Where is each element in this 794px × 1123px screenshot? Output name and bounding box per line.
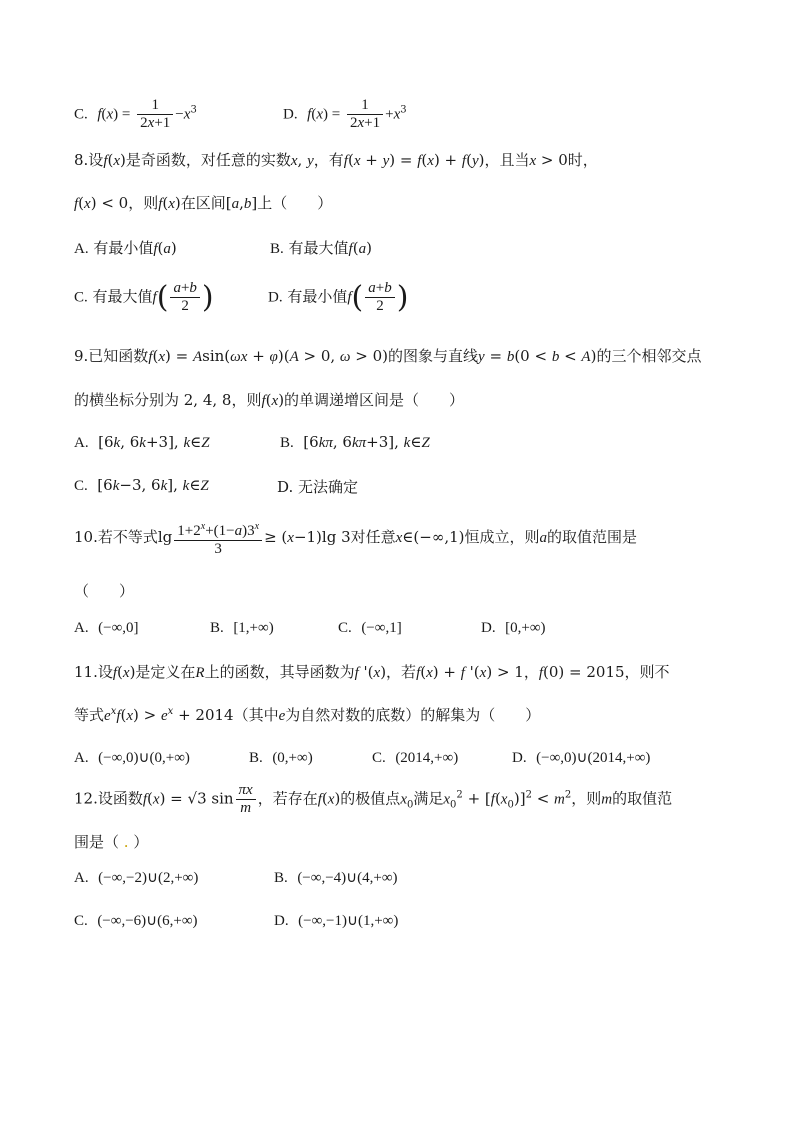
q12-stem-line1: 12.设函数f(x) = √3 sin $\frac{\pi x}{m}$ ，若存在f(x)的极值点$x_0$满足$x_0^2 + [f(x_0)]^2 < m^2$，则m的取值范 [74,782,673,816]
q8-option-a: A. 有最小值f(a) [74,239,177,257]
q9-stem-line1: 9.已知函数f(x) = Asin(ωx + φ)(A > 0, ω > 0)的图象与直线y = b(0 < b < A)的三个相邻交点 [74,347,702,365]
q10-option-a: A. (−∞,0] [74,620,139,636]
q12-option-b: B. (−∞,−4)∪(4,+∞) [274,870,398,886]
q10-option-c: C. (−∞,1] [338,620,402,636]
q10-stem-line1: 10.若不等式lg $\frac{1+2^x+(1-a)3^x}{3}$ ≥ (x−1)lg 3对任意x∈(−∞,1)恒成立，则a的取值范围是 [74,518,637,558]
q9-stem-line2: 的横坐标分别为 2, 4, 8，则f(x)的单调递增区间是（ ） [74,391,465,409]
q11-option-b: B. (0,+∞) [249,750,313,766]
q12-option-a: A. (−∞,−2)∪(2,+∞) [74,870,199,886]
q7-option-c: C. f(x) = $\frac{1}{2x+1}$ $-x^3$ [74,97,197,131]
q10-option-b: B. [1,+∞) [210,620,274,636]
q12-option-d: D. (−∞,−1)∪(1,+∞) [274,913,399,929]
q12-stem-line2: 围是（ . ） [74,833,149,851]
q7-option-d: D. f(x) = $\frac{1}{2x+1}$ $+x^3$ [283,97,407,131]
q11-option-d: D. (−∞,0)∪(2014,+∞) [512,750,651,766]
q11-option-a: A. (−∞,0)∪(0,+∞) [74,750,190,766]
q9-option-d: D. 无法确定 [277,478,359,496]
q8-option-c: C. 有最大值f( $\frac{a+b}{2}$ ) [74,280,214,315]
q10-option-d: D. [0,+∞) [481,620,546,636]
q9-option-a: A. [6k, 6k+3], k∈Z [74,433,210,451]
q11-stem-line1: 11.设f(x)是定义在R上的函数，其导函数为f '(x)，若f(x) + f '(x) > 1，f(0) = 2015，则不 [74,663,670,681]
q8-option-d: D. 有最小值f( $\frac{a+b}{2}$ ) [268,280,409,315]
q9-option-b: B. [6kπ, 6kπ+3], k∈Z [280,433,430,451]
q8-stem-line2: f(x) < 0，则f(x)在区间[a,b]上（ ） [74,194,333,212]
q9-option-c: C. [6k−3, 6k], k∈Z [74,476,209,494]
q11-stem-line2: 等式$e^xf(x) > e^x + 2014$（其中e为自然对数的底数）的解集为（ ） [74,706,541,724]
q12-option-c: C. (−∞,−6)∪(6,+∞) [74,913,198,929]
q8-stem-line1: 8.设f(x)是奇函数，对任意的实数x, y，有f(x + y) = f(x) + f(y)，且当x > 0时， [74,151,598,169]
q10-stem-line2: （ ） [74,582,135,600]
q11-option-c: C. (2014,+∞) [372,750,459,766]
q8-option-b: B. 有最大值f(a) [270,239,372,257]
